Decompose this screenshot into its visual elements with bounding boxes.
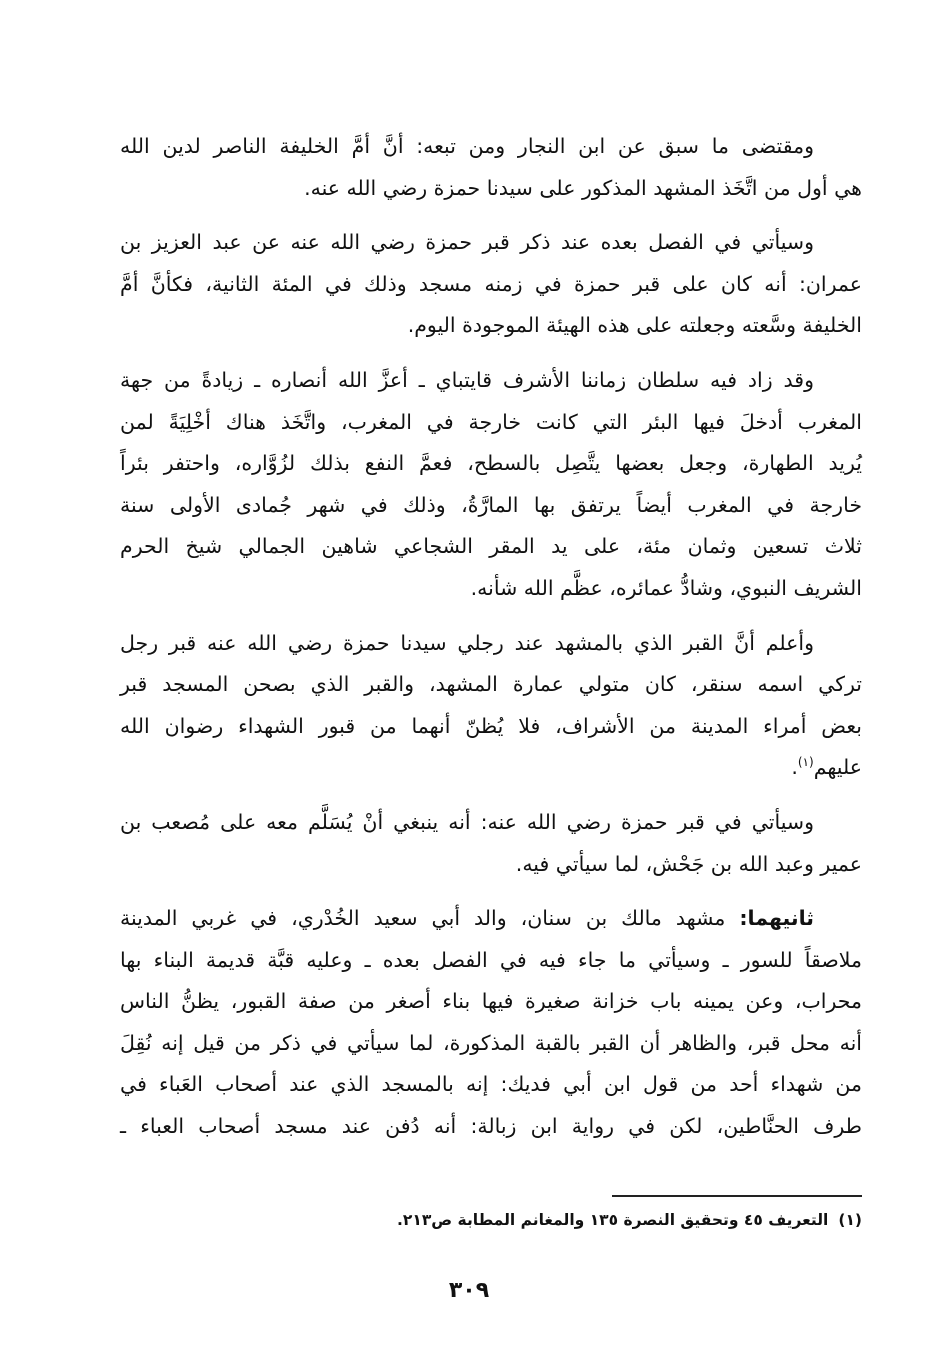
text-line [120, 747, 862, 789]
text-line-words: عليهم [813, 755, 862, 780]
text-line: هي أول من اتَّخَذ المشهد المذكور على سيدنا حمزة رضي الله عنه. [304, 175, 862, 200]
text-line: طرف الحنَّاطين، لكن في رواية ابن زبالة: أنه دُفن عند مسجد أصحاب العباء ـ [120, 1114, 862, 1139]
text-line: وأعلم أنَّ القبر الذي بالمشهد عند رجلي سيدنا حمزة رضي الله عنه قبر رجل [120, 630, 814, 655]
text-line: محراب، وعن يمينه باب خزانة صغيرة فيها بناء أصغر من صفة القبور، يظنُّ الناس [120, 989, 862, 1014]
text-line: عمير وعبد الله بن جَحْش، لما سيأتي فيه. [515, 851, 862, 876]
text-line: ومقتضى ما سبق عن ابن النجار ومن تبعه: أنَّ أمَّ الخليفة الناصر لدين الله [120, 134, 814, 158]
text-line: عمران: أنه كان على قبر حمزة في زمنه مسجد وذلك في المئة الثانية، فكأنَّ أمَّ [120, 271, 862, 296]
main-text [120, 126, 862, 1161]
text-line: من شهداء أحد من قول ابن أبي فديك: إنه بالمسجد الذي عند أصحاب العَباء في [120, 1072, 862, 1097]
text-line: ثلاث تسعين وثمان مئة، على يد المقر الشجاعي شاهين الجمالي شيخ الحرم [120, 534, 862, 559]
text-line: خارجة في المغرب أيضاً يرتفق بها المارَّةُ، وذلك في شهر جُمادى الأولى سنة [120, 492, 862, 517]
text-line: بعض أمراء المدينة من الأشراف، فلا يُظنّ أنهما من قبور الشهداء رضوان الله [120, 713, 862, 738]
text-line: ملاصقاً للسور ـ وسيأتي ما جاء فيه في الفصل بعده ـ وعليه قبَّة قديمة البناء بها [120, 947, 862, 972]
text-line: وسيأتي في قبر حمزة رضي الله عنه: أنه ينبغي أنْ يُسَلَّم معه على مُصعب بن [120, 809, 814, 834]
paragraph-2 [120, 222, 862, 347]
paragraph-4 [120, 623, 862, 789]
section-lead-word: ثانيهما: [739, 906, 814, 931]
paragraph-1 [120, 126, 862, 209]
text-line [120, 898, 862, 940]
page-number: ٣٠٩ [448, 1278, 490, 1303]
text-line: وقد زاد فيه سلطان زماننا الأشرف قايتباي ـ أعزَّ الله أنصاره ـ زيادةً من جهة [120, 367, 814, 392]
footnote-separator [612, 1195, 862, 1197]
footnote-reference[interactable]: (١) [797, 755, 814, 770]
text-line: الشريف النبوي، وشادُّ عمائره، عظَّم الله شأنه. [470, 575, 862, 600]
text-line: المغرب أدخلَ فيها البئر التي كانت خارجة في المغرب، واتَّخَذ هناك أخْلِيَةً لمن [120, 409, 862, 434]
text-line: وسيأتي في الفصل بعده عند ذكر قبر حمزة رضي الله عنه عن عبد العزيز بن [120, 230, 814, 255]
paragraph-3 [120, 360, 862, 610]
end-punctuation: . [791, 755, 798, 780]
footnote-text: التعريف ٤٥ وتحقيق النصرة ١٣٥ والمغانم المطابة ص٢١٣. [397, 1211, 829, 1229]
text-line: أنه محل قبر، والظاهر أن القبر بالقبة المذكورة، لما سيأتي في ذكر من قيل إنه نُقِلَ [120, 1030, 862, 1055]
text-line-words: مشهد مالك بن سنان، والد أبي سعيد الخُدْري، في غربي المدينة [120, 906, 740, 931]
paragraph-5 [120, 802, 862, 885]
paragraph-6 [120, 898, 862, 1148]
text-line: يُريد الطهارة، وجعل بعضها يتَّصِل بالسطح، فعمَّ النفع بذلك لزُوَّاره، واحتفر بئراً [120, 451, 862, 476]
footnote-number: (١) [838, 1211, 862, 1229]
text-line: تركي اسمه سنقر، كان متولي عمارة المشهد، والقبر الذي بصحن المسجد قبر [120, 672, 862, 697]
footnote [380, 1206, 862, 1234]
text-line: الخليفة وسَّعته وجعلته على هذه الهيئة الموجودة اليوم. [407, 313, 862, 338]
